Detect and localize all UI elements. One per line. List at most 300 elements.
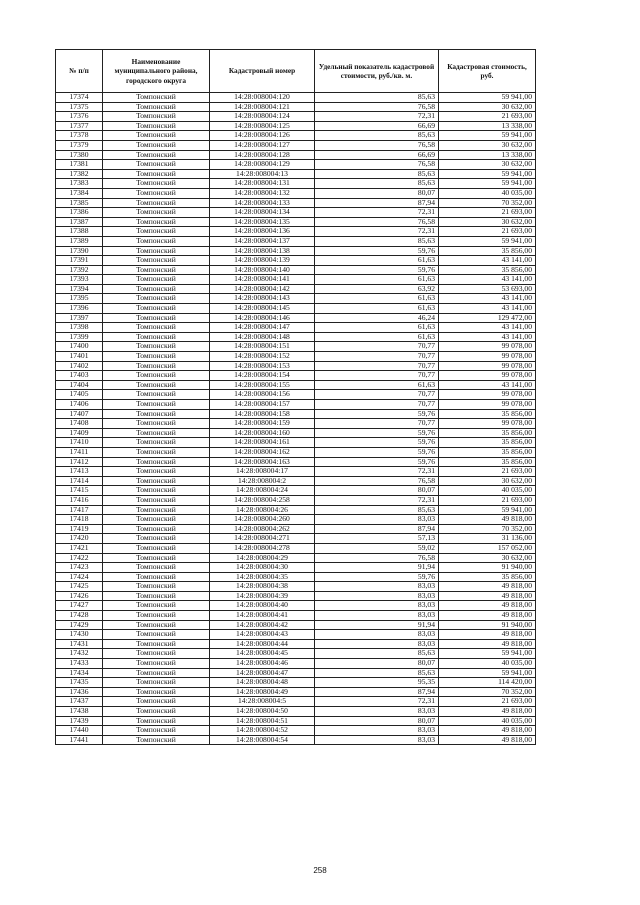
cell-cadastral-number: 14:28:008004:151 xyxy=(210,342,315,352)
cell-unit-value: 72,31 xyxy=(315,495,439,505)
header-unit-value: Удельный показатель кадастровой стоимости, руб./кв. м. xyxy=(315,50,439,93)
cell-unit-value: 61,63 xyxy=(315,294,439,304)
table-row xyxy=(56,112,536,122)
cell-row-number: 17392 xyxy=(56,265,103,275)
cell-row-number: 17432 xyxy=(56,649,103,659)
cell-cadastral-cost: 35 856,00 xyxy=(439,246,536,256)
cell-unit-value: 83,03 xyxy=(315,601,439,611)
cell-cadastral-cost: 43 141,00 xyxy=(439,304,536,314)
cell-district: Томпонский xyxy=(103,179,210,189)
cell-cadastral-cost: 91 940,00 xyxy=(439,563,536,573)
cell-district: Томпонский xyxy=(103,400,210,410)
cell-cadastral-cost: 35 856,00 xyxy=(439,447,536,457)
cell-cadastral-cost: 99 078,00 xyxy=(439,361,536,371)
cell-cadastral-number: 14:28:008004:50 xyxy=(210,707,315,717)
cell-cadastral-cost: 91 940,00 xyxy=(439,620,536,630)
table-row xyxy=(56,390,536,400)
cell-district: Томпонский xyxy=(103,284,210,294)
cell-district: Томпонский xyxy=(103,457,210,467)
cell-district: Томпонский xyxy=(103,534,210,544)
cell-row-number: 17405 xyxy=(56,390,103,400)
cell-unit-value: 80,07 xyxy=(315,188,439,198)
table-row xyxy=(56,678,536,688)
cell-row-number: 17399 xyxy=(56,332,103,342)
table-row xyxy=(56,611,536,621)
cell-row-number: 17401 xyxy=(56,352,103,362)
table-row xyxy=(56,735,536,745)
cell-district: Томпонский xyxy=(103,735,210,745)
table-row xyxy=(56,169,536,179)
cell-district: Томпонский xyxy=(103,304,210,314)
table-row xyxy=(56,352,536,362)
cell-district: Томпонский xyxy=(103,505,210,515)
table-row xyxy=(56,198,536,208)
cell-cadastral-cost: 59 941,00 xyxy=(439,649,536,659)
table-row xyxy=(56,668,536,678)
cell-cadastral-cost: 59 941,00 xyxy=(439,131,536,141)
cell-cadastral-cost: 49 818,00 xyxy=(439,582,536,592)
cell-cadastral-cost: 21 693,00 xyxy=(439,467,536,477)
cell-cadastral-cost: 99 078,00 xyxy=(439,352,536,362)
cell-unit-value: 76,58 xyxy=(315,217,439,227)
cell-cadastral-number: 14:28:008004:17 xyxy=(210,467,315,477)
cell-row-number: 17435 xyxy=(56,678,103,688)
cell-cadastral-cost: 21 693,00 xyxy=(439,208,536,218)
cell-cadastral-cost: 70 352,00 xyxy=(439,198,536,208)
cell-cadastral-number: 14:28:008004:124 xyxy=(210,112,315,122)
cell-district: Томпонский xyxy=(103,601,210,611)
cell-row-number: 17408 xyxy=(56,419,103,429)
cell-cadastral-cost: 99 078,00 xyxy=(439,390,536,400)
cell-row-number: 17395 xyxy=(56,294,103,304)
cell-unit-value: 76,58 xyxy=(315,553,439,563)
cell-unit-value: 59,76 xyxy=(315,409,439,419)
cell-cadastral-cost: 40 035,00 xyxy=(439,486,536,496)
cell-cadastral-cost: 40 035,00 xyxy=(439,716,536,726)
cell-row-number: 17391 xyxy=(56,256,103,266)
cell-cadastral-number: 14:28:008004:139 xyxy=(210,256,315,266)
cell-cadastral-number: 14:28:008004:160 xyxy=(210,428,315,438)
cell-cadastral-number: 14:28:008004:143 xyxy=(210,294,315,304)
cell-unit-value: 61,63 xyxy=(315,380,439,390)
cell-district: Томпонский xyxy=(103,275,210,285)
cell-district: Томпонский xyxy=(103,591,210,601)
cell-cadastral-number: 14:28:008004:43 xyxy=(210,630,315,640)
table-row xyxy=(56,121,536,131)
cell-district: Томпонский xyxy=(103,131,210,141)
cell-row-number: 17378 xyxy=(56,131,103,141)
cell-cadastral-number: 14:28:008004:45 xyxy=(210,649,315,659)
cell-district: Томпонский xyxy=(103,121,210,131)
cell-unit-value: 80,07 xyxy=(315,486,439,496)
cell-unit-value: 91,94 xyxy=(315,563,439,573)
table-body xyxy=(56,93,536,745)
cell-district: Томпонский xyxy=(103,486,210,496)
cell-row-number: 17403 xyxy=(56,371,103,381)
cell-unit-value: 83,03 xyxy=(315,582,439,592)
cell-row-number: 17428 xyxy=(56,611,103,621)
cell-cadastral-cost: 99 078,00 xyxy=(439,342,536,352)
cell-district: Томпонский xyxy=(103,371,210,381)
cell-cadastral-cost: 53 693,00 xyxy=(439,284,536,294)
cell-unit-value: 83,03 xyxy=(315,515,439,525)
cell-unit-value: 85,63 xyxy=(315,649,439,659)
table-row xyxy=(56,495,536,505)
cell-district: Томпонский xyxy=(103,217,210,227)
table-row xyxy=(56,563,536,573)
cell-cadastral-number: 14:28:008004:51 xyxy=(210,716,315,726)
cell-cadastral-number: 14:28:008004:156 xyxy=(210,390,315,400)
cell-row-number: 17376 xyxy=(56,112,103,122)
cell-unit-value: 85,63 xyxy=(315,505,439,515)
cell-unit-value: 59,76 xyxy=(315,265,439,275)
cell-cadastral-number: 14:28:008004:26 xyxy=(210,505,315,515)
cell-row-number: 17419 xyxy=(56,524,103,534)
cell-cadastral-number: 14:28:008004:162 xyxy=(210,447,315,457)
cell-row-number: 17430 xyxy=(56,630,103,640)
cell-unit-value: 76,58 xyxy=(315,476,439,486)
cell-district: Томпонский xyxy=(103,169,210,179)
cell-cadastral-number: 14:28:008004:128 xyxy=(210,150,315,160)
cell-cadastral-number: 14:28:008004:39 xyxy=(210,591,315,601)
cell-district: Томпонский xyxy=(103,150,210,160)
table-row xyxy=(56,265,536,275)
cell-unit-value: 70,77 xyxy=(315,390,439,400)
cell-unit-value: 72,31 xyxy=(315,227,439,237)
cell-unit-value: 61,63 xyxy=(315,256,439,266)
table-row xyxy=(56,476,536,486)
cell-cadastral-cost: 99 078,00 xyxy=(439,371,536,381)
cell-district: Томпонский xyxy=(103,419,210,429)
table-row xyxy=(56,284,536,294)
cell-row-number: 17425 xyxy=(56,582,103,592)
table-row xyxy=(56,227,536,237)
table-row xyxy=(56,150,536,160)
cell-cadastral-cost: 30 632,00 xyxy=(439,160,536,170)
cell-district: Томпонский xyxy=(103,495,210,505)
cell-unit-value: 61,63 xyxy=(315,275,439,285)
cell-unit-value: 95,35 xyxy=(315,678,439,688)
cell-cadastral-cost: 35 856,00 xyxy=(439,265,536,275)
cell-district: Томпонский xyxy=(103,236,210,246)
table-row xyxy=(56,246,536,256)
cell-unit-value: 80,07 xyxy=(315,659,439,669)
cell-row-number: 17413 xyxy=(56,467,103,477)
cell-district: Томпонский xyxy=(103,515,210,525)
table-row xyxy=(56,93,536,103)
cell-cadastral-cost: 49 818,00 xyxy=(439,611,536,621)
cell-district: Томпонский xyxy=(103,294,210,304)
table-row xyxy=(56,659,536,669)
cell-cadastral-cost: 43 141,00 xyxy=(439,294,536,304)
cell-cadastral-number: 14:28:008004:38 xyxy=(210,582,315,592)
cell-cadastral-cost: 35 856,00 xyxy=(439,438,536,448)
table-row xyxy=(56,505,536,515)
cell-district: Томпонский xyxy=(103,697,210,707)
table-row xyxy=(56,486,536,496)
cell-district: Томпонский xyxy=(103,313,210,323)
cell-cadastral-cost: 21 693,00 xyxy=(439,227,536,237)
cell-cadastral-number: 14:28:008004:147 xyxy=(210,323,315,333)
cell-district: Томпонский xyxy=(103,188,210,198)
cell-row-number: 17402 xyxy=(56,361,103,371)
cell-cadastral-cost: 30 632,00 xyxy=(439,476,536,486)
cell-cadastral-cost: 35 856,00 xyxy=(439,428,536,438)
header-cadastral-cost: Кадастровая стоимость, руб. xyxy=(439,50,536,93)
cell-unit-value: 59,76 xyxy=(315,447,439,457)
table-row xyxy=(56,687,536,697)
cell-cadastral-cost: 49 818,00 xyxy=(439,630,536,640)
table-row xyxy=(56,419,536,429)
cell-unit-value: 61,63 xyxy=(315,323,439,333)
cell-unit-value: 76,58 xyxy=(315,102,439,112)
cell-cadastral-cost: 40 035,00 xyxy=(439,659,536,669)
cell-cadastral-cost: 13 338,00 xyxy=(439,121,536,131)
table-row xyxy=(56,428,536,438)
cell-district: Томпонский xyxy=(103,380,210,390)
cell-district: Томпонский xyxy=(103,428,210,438)
cell-cadastral-number: 14:28:008004:141 xyxy=(210,275,315,285)
cell-district: Томпонский xyxy=(103,467,210,477)
cell-district: Томпонский xyxy=(103,409,210,419)
cell-row-number: 17424 xyxy=(56,572,103,582)
cell-unit-value: 85,63 xyxy=(315,131,439,141)
cell-row-number: 17374 xyxy=(56,93,103,103)
cell-row-number: 17422 xyxy=(56,553,103,563)
cell-row-number: 17384 xyxy=(56,188,103,198)
cell-unit-value: 83,03 xyxy=(315,726,439,736)
cell-cadastral-cost: 49 818,00 xyxy=(439,601,536,611)
cell-row-number: 17388 xyxy=(56,227,103,237)
cell-district: Томпонский xyxy=(103,332,210,342)
cell-unit-value: 59,76 xyxy=(315,438,439,448)
table-row xyxy=(56,188,536,198)
cell-district: Томпонский xyxy=(103,687,210,697)
cell-district: Томпонский xyxy=(103,716,210,726)
cell-row-number: 17421 xyxy=(56,543,103,553)
table-row xyxy=(56,371,536,381)
cell-cadastral-cost: 13 338,00 xyxy=(439,150,536,160)
header-cadastral-number: Кадастровый номер xyxy=(210,50,315,93)
cell-cadastral-cost: 43 141,00 xyxy=(439,256,536,266)
cell-cadastral-cost: 21 693,00 xyxy=(439,495,536,505)
cell-unit-value: 70,77 xyxy=(315,400,439,410)
cell-district: Томпонский xyxy=(103,256,210,266)
table-row xyxy=(56,553,536,563)
cell-row-number: 17417 xyxy=(56,505,103,515)
table-row xyxy=(56,601,536,611)
cell-unit-value: 66,69 xyxy=(315,150,439,160)
cell-unit-value: 70,77 xyxy=(315,419,439,429)
table-row xyxy=(56,275,536,285)
cell-cadastral-cost: 59 941,00 xyxy=(439,505,536,515)
cell-unit-value: 85,63 xyxy=(315,169,439,179)
cell-row-number: 17411 xyxy=(56,447,103,457)
cell-cadastral-cost: 59 941,00 xyxy=(439,236,536,246)
cell-row-number: 17438 xyxy=(56,707,103,717)
cell-unit-value: 61,63 xyxy=(315,304,439,314)
cell-row-number: 17390 xyxy=(56,246,103,256)
cell-row-number: 17381 xyxy=(56,160,103,170)
cell-cadastral-number: 14:28:008004:161 xyxy=(210,438,315,448)
cell-district: Томпонский xyxy=(103,246,210,256)
cell-cadastral-number: 14:28:008004:120 xyxy=(210,93,315,103)
cell-cadastral-number: 14:28:008004:24 xyxy=(210,486,315,496)
cell-cadastral-cost: 30 632,00 xyxy=(439,217,536,227)
cell-district: Томпонский xyxy=(103,649,210,659)
table-row xyxy=(56,131,536,141)
table-row xyxy=(56,591,536,601)
cell-cadastral-number: 14:28:008004:40 xyxy=(210,601,315,611)
table-row xyxy=(56,524,536,534)
cell-cadastral-number: 14:28:008004:155 xyxy=(210,380,315,390)
cell-unit-value: 59,76 xyxy=(315,428,439,438)
cell-cadastral-cost: 70 352,00 xyxy=(439,687,536,697)
cell-row-number: 17389 xyxy=(56,236,103,246)
cell-cadastral-number: 14:28:008004:134 xyxy=(210,208,315,218)
cell-unit-value: 70,77 xyxy=(315,352,439,362)
cell-cadastral-cost: 30 632,00 xyxy=(439,553,536,563)
header-district: Наименование муниципального района, городского округа xyxy=(103,50,210,93)
cell-row-number: 17397 xyxy=(56,313,103,323)
cell-cadastral-number: 14:28:008004:140 xyxy=(210,265,315,275)
table-row xyxy=(56,342,536,352)
cell-unit-value: 61,63 xyxy=(315,332,439,342)
cell-cadastral-cost: 70 352,00 xyxy=(439,524,536,534)
table-row xyxy=(56,332,536,342)
cell-cadastral-number: 14:28:008004:46 xyxy=(210,659,315,669)
cell-row-number: 17410 xyxy=(56,438,103,448)
table-row xyxy=(56,236,536,246)
cell-cadastral-cost: 49 818,00 xyxy=(439,515,536,525)
cell-row-number: 17414 xyxy=(56,476,103,486)
cell-cadastral-cost: 30 632,00 xyxy=(439,140,536,150)
cell-cadastral-number: 14:28:008004:135 xyxy=(210,217,315,227)
cell-unit-value: 72,31 xyxy=(315,467,439,477)
table-row xyxy=(56,304,536,314)
cell-row-number: 17420 xyxy=(56,534,103,544)
table-row xyxy=(56,572,536,582)
cell-row-number: 17415 xyxy=(56,486,103,496)
cell-cadastral-number: 14:28:008004:152 xyxy=(210,352,315,362)
header-num: № п/п xyxy=(56,50,103,93)
cell-row-number: 17396 xyxy=(56,304,103,314)
cell-row-number: 17382 xyxy=(56,169,103,179)
table-row xyxy=(56,294,536,304)
cell-district: Томпонский xyxy=(103,476,210,486)
cell-unit-value: 85,63 xyxy=(315,668,439,678)
cell-cadastral-number: 14:28:008004:131 xyxy=(210,179,315,189)
cell-unit-value: 80,07 xyxy=(315,716,439,726)
cell-district: Томпонский xyxy=(103,707,210,717)
cell-cadastral-cost: 59 941,00 xyxy=(439,179,536,189)
cell-row-number: 17406 xyxy=(56,400,103,410)
cell-cadastral-cost: 35 856,00 xyxy=(439,572,536,582)
cell-cadastral-number: 14:28:008004:42 xyxy=(210,620,315,630)
cell-unit-value: 63,92 xyxy=(315,284,439,294)
table-row xyxy=(56,582,536,592)
cell-unit-value: 76,58 xyxy=(315,160,439,170)
cell-cadastral-cost: 35 856,00 xyxy=(439,409,536,419)
cell-district: Томпонский xyxy=(103,390,210,400)
cell-row-number: 17433 xyxy=(56,659,103,669)
cell-cadastral-cost: 21 693,00 xyxy=(439,697,536,707)
cell-cadastral-number: 14:28:008004:127 xyxy=(210,140,315,150)
cell-cadastral-number: 14:28:008004:271 xyxy=(210,534,315,544)
cell-row-number: 17427 xyxy=(56,601,103,611)
cell-cadastral-cost: 49 818,00 xyxy=(439,591,536,601)
table-row xyxy=(56,630,536,640)
cadastral-table xyxy=(55,49,536,745)
cell-cadastral-cost: 43 141,00 xyxy=(439,380,536,390)
cell-unit-value: 59,02 xyxy=(315,543,439,553)
cell-unit-value: 66,69 xyxy=(315,121,439,131)
cell-row-number: 17383 xyxy=(56,179,103,189)
cell-district: Томпонский xyxy=(103,342,210,352)
table-row xyxy=(56,102,536,112)
cell-row-number: 17386 xyxy=(56,208,103,218)
cell-district: Томпонский xyxy=(103,352,210,362)
cell-row-number: 17377 xyxy=(56,121,103,131)
cell-district: Томпонский xyxy=(103,112,210,122)
cell-cadastral-number: 14:28:008004:158 xyxy=(210,409,315,419)
cell-cadastral-number: 14:28:008004:133 xyxy=(210,198,315,208)
cell-district: Томпонский xyxy=(103,582,210,592)
table-row xyxy=(56,160,536,170)
table-row xyxy=(56,707,536,717)
cell-row-number: 17407 xyxy=(56,409,103,419)
cell-cadastral-cost: 157 052,00 xyxy=(439,543,536,553)
cell-cadastral-number: 14:28:008004:49 xyxy=(210,687,315,697)
cell-row-number: 17385 xyxy=(56,198,103,208)
cell-row-number: 17398 xyxy=(56,323,103,333)
cell-unit-value: 72,31 xyxy=(315,112,439,122)
table-row xyxy=(56,726,536,736)
cell-cadastral-cost: 43 141,00 xyxy=(439,275,536,285)
cell-unit-value: 70,77 xyxy=(315,361,439,371)
table-row xyxy=(56,534,536,544)
cell-row-number: 17431 xyxy=(56,639,103,649)
cell-district: Томпонский xyxy=(103,102,210,112)
cell-cadastral-cost: 59 941,00 xyxy=(439,668,536,678)
cell-district: Томпонский xyxy=(103,198,210,208)
cell-district: Томпонский xyxy=(103,659,210,669)
cell-cadastral-number: 14:28:008004:258 xyxy=(210,495,315,505)
cell-district: Томпонский xyxy=(103,726,210,736)
cell-cadastral-cost: 59 941,00 xyxy=(439,169,536,179)
cell-cadastral-cost: 114 420,00 xyxy=(439,678,536,688)
cell-cadastral-number: 14:28:008004:138 xyxy=(210,246,315,256)
table-row xyxy=(56,649,536,659)
cell-cadastral-number: 14:28:008004:30 xyxy=(210,563,315,573)
cell-district: Томпонский xyxy=(103,611,210,621)
page-number: 258 xyxy=(313,866,327,875)
cell-row-number: 17404 xyxy=(56,380,103,390)
cell-unit-value: 57,13 xyxy=(315,534,439,544)
table-row xyxy=(56,217,536,227)
cell-cadastral-number: 14:28:008004:29 xyxy=(210,553,315,563)
table-row xyxy=(56,323,536,333)
cell-cadastral-number: 14:28:008004:41 xyxy=(210,611,315,621)
cell-district: Томпонский xyxy=(103,678,210,688)
table-row xyxy=(56,313,536,323)
cell-district: Томпонский xyxy=(103,563,210,573)
cell-row-number: 17393 xyxy=(56,275,103,285)
cell-cadastral-cost: 30 632,00 xyxy=(439,102,536,112)
table-row xyxy=(56,140,536,150)
cell-cadastral-cost: 129 472,00 xyxy=(439,313,536,323)
cell-unit-value: 46,24 xyxy=(315,313,439,323)
